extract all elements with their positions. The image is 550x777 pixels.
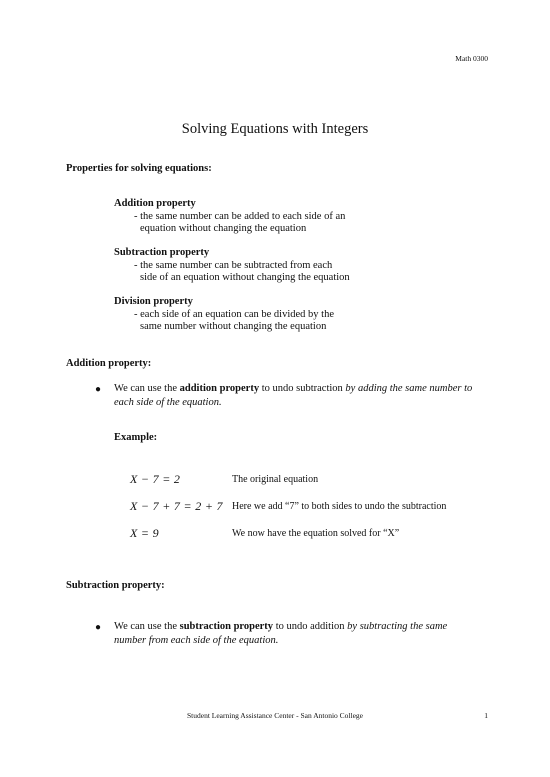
bullet-icon: ● bbox=[95, 384, 102, 395]
addition-section-heading: Addition property: bbox=[66, 358, 152, 369]
property-addition bbox=[114, 198, 434, 236]
property-name: Addition property bbox=[114, 198, 196, 209]
equation-original: X − 7 = 2 bbox=[130, 472, 181, 486]
bullet-text-mid: to undo addition bbox=[273, 621, 348, 632]
equation-note: The original equation bbox=[232, 474, 319, 485]
page-title: Solving Equations with Integers bbox=[181, 121, 369, 137]
equation-note: We now have the equation solved for “X” bbox=[232, 528, 400, 539]
property-name: Subtraction property bbox=[114, 247, 210, 258]
properties-heading: Properties for solving equations: bbox=[66, 163, 212, 174]
property-desc-line2: same number without changing the equation bbox=[140, 321, 327, 332]
subtraction-bullet-text bbox=[114, 620, 474, 648]
property-desc-line1: - the same number can be subtracted from each bbox=[134, 259, 333, 271]
property-description bbox=[114, 211, 434, 236]
property-desc-line2: side of an equation without changing the equation bbox=[140, 272, 350, 283]
example-label: Example: bbox=[114, 432, 158, 443]
property-description bbox=[114, 260, 434, 285]
equation-solved: X = 9 bbox=[130, 526, 159, 540]
bullet-text-bold: subtraction property bbox=[179, 621, 274, 632]
bullet-text-pre: We can use the bbox=[114, 621, 180, 632]
property-name: Division property bbox=[114, 296, 193, 307]
page-header-course: Math 0300 bbox=[455, 54, 488, 63]
property-description bbox=[114, 309, 434, 334]
property-desc-line1: - each side of an equation can be divided by the bbox=[134, 308, 335, 320]
addition-bullet-text bbox=[114, 382, 474, 410]
page-number: 1 bbox=[484, 711, 488, 720]
property-subtraction bbox=[114, 247, 434, 285]
bullet-text-italic: by subtracting the same number from each side of the equation. bbox=[114, 621, 448, 646]
subtraction-section-heading: Subtraction property: bbox=[66, 580, 165, 591]
bullet-text-mid: to undo subtraction bbox=[259, 383, 346, 394]
bullet-text-bold: addition property bbox=[179, 383, 260, 394]
equation-note: Here we add “7” to both sides to undo the subtraction bbox=[232, 501, 447, 512]
bullet-text-italic: by adding the same number to each side of the equation. bbox=[114, 383, 473, 408]
bullet-text-pre: We can use the bbox=[114, 383, 180, 394]
footer-center: Student Learning Assistance Center - San Antonio College bbox=[186, 711, 363, 720]
equation-add-both-sides: X − 7 + 7 = 2 + 7 bbox=[130, 499, 223, 513]
property-division bbox=[114, 296, 434, 334]
bullet-icon: ● bbox=[95, 622, 102, 633]
property-desc-line2: equation without changing the equation bbox=[140, 223, 307, 234]
property-desc-line1: - the same number can be added to each side of an bbox=[134, 210, 346, 222]
